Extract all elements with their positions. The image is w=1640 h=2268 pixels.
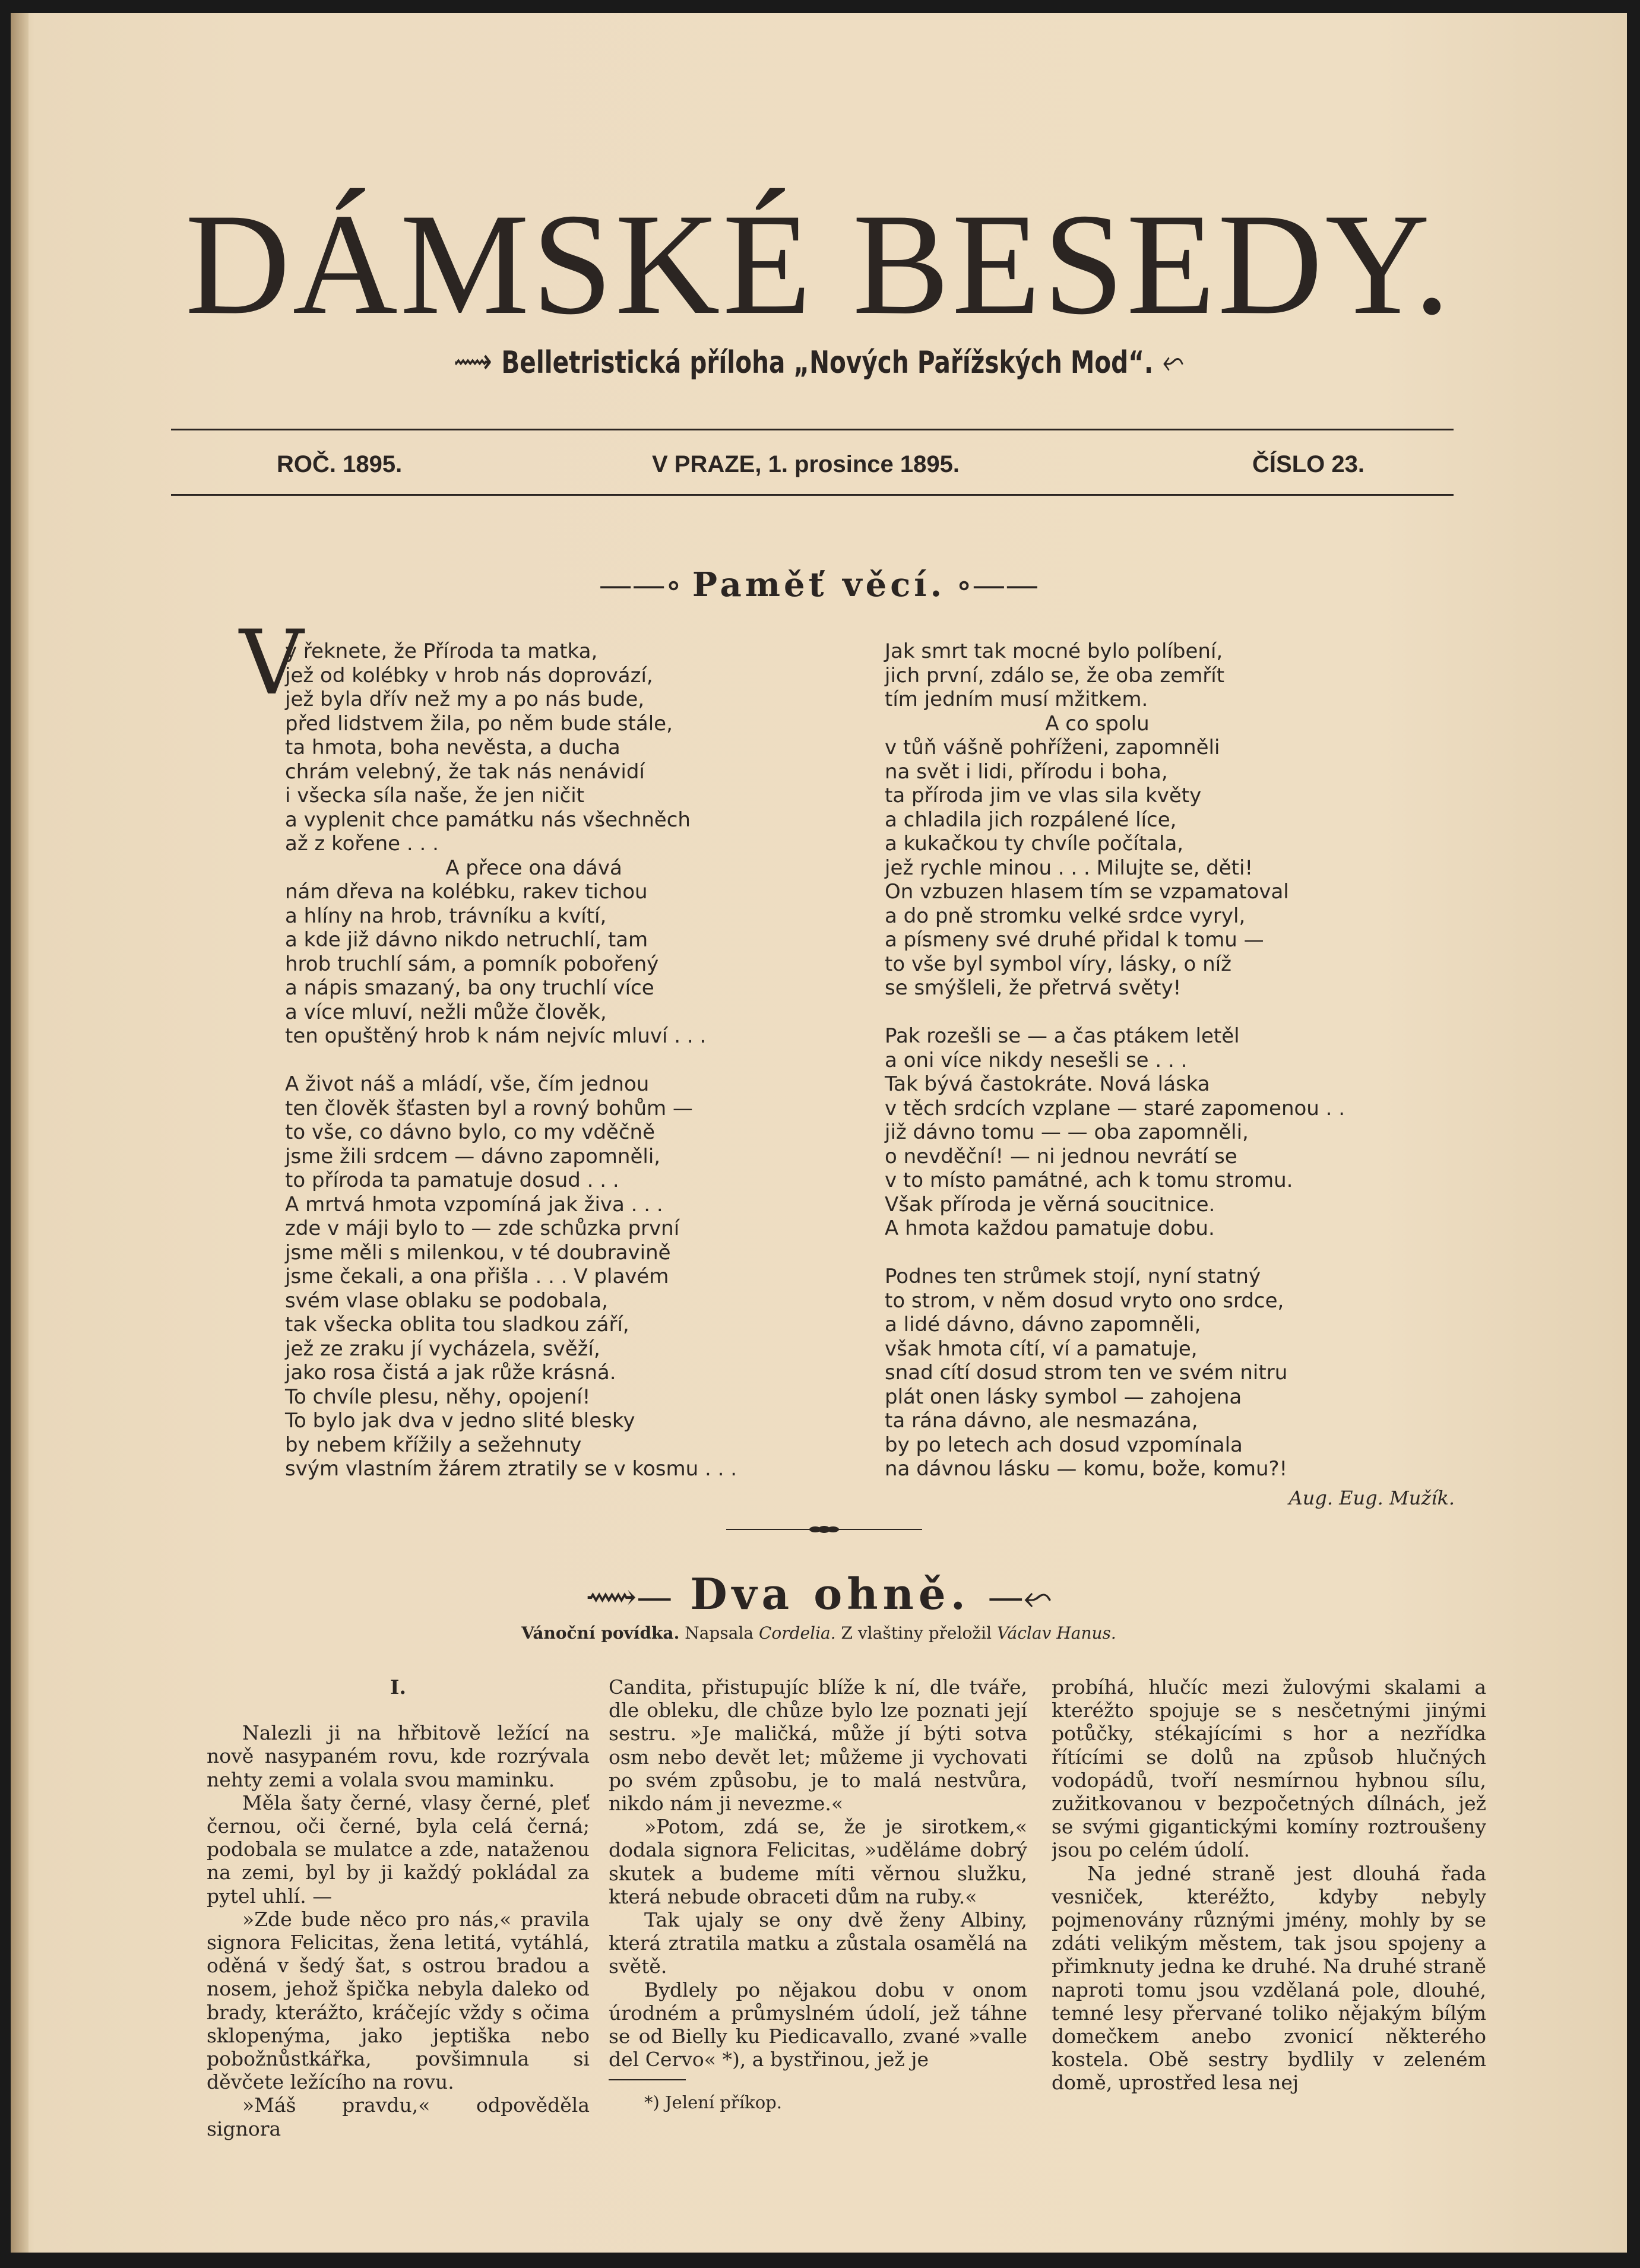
story-column-1 (207, 1675, 590, 2198)
paragraph: probíhá, hlučíc mezi žulovými skalami a kteréžto spojuje se s nesčetnými jinými potůčky, stékajícími s hor a nezřídka řítícími se dolů na způsob hlučných vodopádů, tvoří nesmírnou hybnou sílu, zužitkovanou v bezpočetných dílnách, jež se svými gigantickými komíny roztroušeny jsou po celém údolí. (1052, 1675, 1486, 1862)
paragraph: Na jedné straně jest dlouhá řada vesniček, kteréžto, kdyby nebyly pojmenovány různými jmény, mohly by se zdáti velikým městem, tak jsou spojeny a přimknuty jedna ke druhé. Na druhé straně naproti tomu jsou vzdělaná pole, dlouhé, temné lesy přervané toliko nějakým bílým domečkem anebo zvonicí některého kostela. Obě sestry bydlily v zeleném domě, uprostřed lesa nej (1052, 1861, 1486, 2095)
header-rule-bottom (171, 494, 1454, 496)
poem-signature: Aug. Eug. Mužík. (1288, 1487, 1455, 1509)
byline-text-1: Napsala (685, 1623, 754, 1643)
title-dash-right-icon: ∘—— (945, 566, 1039, 604)
story-byline (11, 1623, 1627, 1643)
paragraph: Nalezli ji na hřbitově ležící na nově nasypaném rovu, kde rozrývala nehty zemi a volala svou maminku. (207, 1721, 590, 1791)
story-column-3 (1052, 1675, 1486, 2198)
title-flourish-right-icon: —⬿ (987, 1576, 1052, 1618)
story-title: Dva ohně. (690, 1569, 970, 1619)
story-column-2 (609, 1675, 1027, 2198)
paragraph: Měla šaty černé, vlasy černé, pleť černou, oči černé, byla celá černá; podobala se mulatce a zde, nataženou na zemi, byl by ji každý pokládal za pytel uhlí. — (207, 1791, 590, 1908)
poem-left-column: y řeknete, že Příroda ta matka, jež od kolébky v hrob nás doprovází, jež byla dřív než my a po nás bude, před lidstvem žila, po něm bude stále, ta hmota, boha nevěsta, a ducha chrám velebný, že tak nás nenávidí i všecka síla naše, že jen ničit a vyplenit chce památku nás všechněch až z kořene . . . A přece ona dává nám dřeva na kolébku, rakev tichou a hlíny na hrob, trávníku a kvítí, a kde již dávno nikdo netruchlí, tam hrob truchlí sám, a pomník pobořený a nápis smazaný, ba ony truchlí více a více mluví, nežli může člověk, ten opuštěný hrob k nám nejvíc mluví . . . A život náš a mládí, vše, čím jednou ten člověk šťasten byl a rovný bohům — to vše, co dávno bylo, co my vděčně jsme žili srdcem — dávno zapomněli, to příroda ta pamatuje dosud . . . A mrtvá hmota vzpomíná jak živa . . . zde v máji bylo to — zde schůzka první jsme měli s milenkou, v té doubravině jsme čekali, a ona přišla . . . V plavém svém vlase oblaku se podobala, tak všecka oblita tou sladkou září, jež ze zraku jí vycházela, svěží, jako rosa čistá a jak růže krásná. To chvíle plesu, něhy, opojení! To bylo jak dva v jedno slité blesky by nebem křížily a sežehnuty svým vlastním žárem ztratily se v kosmu . . . (285, 639, 737, 1481)
chapter-number: I. (390, 1675, 406, 1699)
page-binding-edge (11, 13, 29, 2253)
header-rule-top (171, 429, 1454, 430)
footnote: *) Jelení příkop. (644, 2092, 782, 2113)
paragraph: »Máš pravdu,« odpověděla signora (207, 2093, 590, 2140)
paragraph: »Potom, zdá se, že je sirotkem,« dodala signora Felicitas, »uděláme dobrý skutek a budeme míti věrnou služku, která nebude obraceti dům na ruby.« (609, 1815, 1027, 1908)
issue-place-date: V PRAZE, 1. prosince 1895. (652, 451, 960, 477)
poem-dropcap: V (239, 612, 304, 715)
masthead-title: DÁMSKÉ BESEDY. (185, 183, 1453, 344)
byline-translator: Václav Hanus. (996, 1623, 1116, 1643)
issue-number: ČÍSLO 23. (1252, 451, 1364, 477)
paragraph: Bydlely po nějakou dobu v onom úrodném a průmyslném údolí, jež táhne se od Bielly ku Piedicavallo, zvané »valle del Cervo« *), a bystřinou, jež je (609, 1978, 1027, 2071)
masthead-subtitle-row (188, 341, 1449, 382)
byline-author: Cordelia. (758, 1623, 836, 1643)
byline-genre: Vánoční povídka. (521, 1623, 680, 1643)
issue-year: ROČ. 1895. (277, 451, 403, 477)
poem-right-column: Jak smrt tak mocné bylo políbení, jich první, zdálo se, že oba zemřít tím jedním musí mžitkem. A co spolu v tůň vášně pohříženi, zapomněli na svět i lidi, přírodu i boha, ta příroda jim ve vlas sila květy a chladila jich rozpálené líce, a kukačkou ty chvíle počítala, jež rychle minou . . . Milujte se, děti! On vzbuzen hlasem tím se vzpamatoval a do pně stromku velké srdce vyryl, a písmeny své druhé přidal k tomu — to vše byl symbol víry, lásky, o níž se smýšleli, že přetrvá světy! Pak rozešli se — a čas ptákem letěl a oni více nikdy nesešli se . . . Tak bývá častokráte. Nová láska v těch srdcích vzplane — staré zapomenou . . již dávno tomu — — oba zapomněli, o nevděční! — ni jednou nevrátí se v to místo památné, ach k tomu stromu. Však příroda je věrná soucitnice. A hmota každou pamatuje dobu. Podnes ten strůmek stojí, nyní statný to strom, v něm dosud vryto ono srdce, a lidé dávno, dávno zapomněli, však hmota cítí, ví a pamatuje, snad cítí dosud strom ten ve svém nitru plát onen lásky symbol — zahojena ta rána dávno, ale nesmazána, by po letech ach dosud vzpomínala na dávnou lásku — komu, bože, komu?! (885, 639, 1345, 1481)
poem-title: Paměť věcí. (692, 565, 946, 604)
paragraph: Candita, přistupujíc blíže k ní, dle tváře, dle obleku, dle chůze bylo lze poznati její sestru. »Je maličká, může jí býti sotva osm nebo devět let; můžeme ji vychovati po svém způsobu, je to malá nestvůra, nikdo nám ji nevezme.« (609, 1675, 1027, 1816)
story-title-row (11, 1569, 1627, 1619)
footnote-rule (609, 2079, 686, 2080)
title-dash-left-icon: ——∘ (599, 566, 692, 604)
paragraph: »Zde bude něco pro nás,« pravila signora Felicitas, žena letitá, vytáhlá, oděná v šedý šat, s ostrou bradou a nosem, jehož špička nebyla daleko od brady, kterážto, kráčejíc vždy s očima sklopenýma, jako jeptiška nebo pobožnůstkářka, povšimnula si děvčete ležícího na rovu. (207, 1907, 590, 2094)
byline-text-2: Z vlaštiny přeložil (841, 1623, 992, 1643)
title-flourish-left-icon: ⟿— (585, 1576, 673, 1618)
right-flourish-icon: ⬿ (1162, 341, 1185, 381)
section-divider-ornament (726, 1523, 922, 1535)
left-flourish-icon: ⟿ (453, 341, 492, 381)
poem-title-row (11, 565, 1627, 604)
newspaper-page (11, 13, 1627, 2253)
masthead-subtitle: Belletristická příloha „Nových Pařížských Mod“. (501, 345, 1154, 381)
paragraph: Tak ujaly se ony dvě ženy Albiny, která ztratila matku a zůstala osamělá na světě. (609, 1908, 1027, 1978)
